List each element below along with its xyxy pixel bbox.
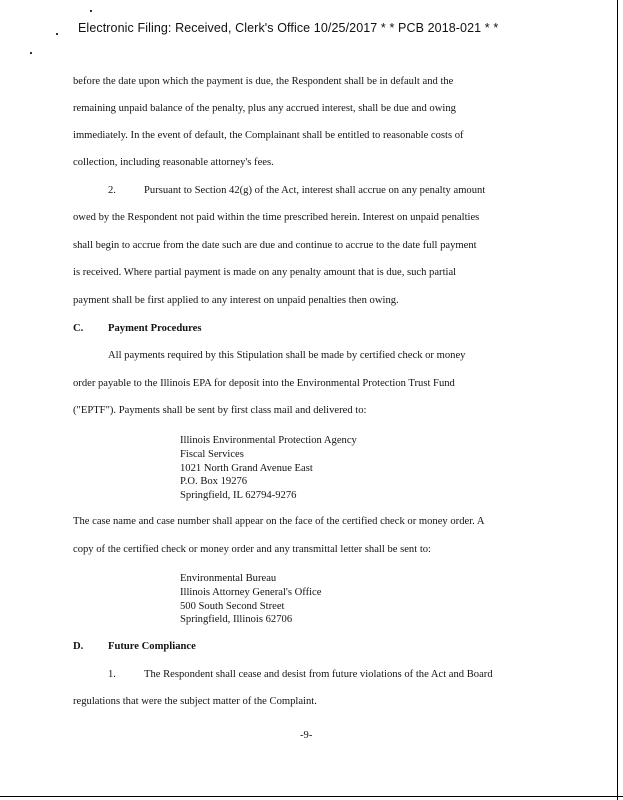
address-line: 500 South Second Street: [180, 600, 285, 612]
address-line: Illinois Attorney General's Office: [180, 586, 322, 598]
body-line: ("EPTF"). Payments shall be sent by first class mail and delivered to:: [73, 405, 367, 416]
body-line: regulations that were the subject matter of the Complaint.: [73, 696, 317, 707]
body-line: immediately. In the event of default, the Complainant shall be entitled to reasonable costs of: [73, 130, 464, 141]
mailing-address-block: [180, 434, 357, 503]
page-number: -9-: [300, 730, 313, 741]
scan-speck: [90, 10, 92, 12]
body-line: owed by the Respondent not paid within the time prescribed herein. Interest on unpaid penalties: [73, 212, 480, 223]
section-heading: Payment Procedures: [108, 323, 202, 334]
body-line: payment shall be first applied to any interest on unpaid penalties then owing.: [73, 295, 399, 306]
section-letter: C.: [73, 323, 84, 334]
body-line: order payable to the Illinois EPA for deposit into the Environmental Protection Trust Fund: [73, 378, 455, 389]
page-edge-bottom: [0, 796, 623, 797]
address-line: Illinois Environmental Protection Agency: [180, 435, 357, 446]
copy-recipient-address-block: [180, 572, 321, 627]
body-line: copy of the certified check or money order and any transmittal letter shall be sent to:: [73, 544, 431, 555]
address-line: Fiscal Services: [180, 448, 244, 460]
address-line: 1021 North Grand Avenue East: [180, 462, 313, 474]
body-line: shall begin to accrue from the date such are due and continue to accrue to the date full payment: [73, 240, 477, 251]
address-line: P.O. Box 19276: [180, 476, 248, 488]
address-line: Springfield, IL 62794-9276: [180, 490, 297, 502]
section-letter: D.: [73, 641, 84, 652]
scan-speck: [56, 33, 58, 35]
address-line: Environmental Bureau: [180, 573, 277, 584]
paragraph-number: 1.: [108, 669, 116, 680]
scan-speck: [30, 52, 32, 54]
body-line: All payments required by this Stipulation shall be made by certified check or money: [108, 350, 466, 361]
body-line: The case name and case number shall appear on the face of the certified check or money order. A: [73, 516, 485, 527]
body-line: remaining unpaid balance of the penalty, plus any accrued interest, shall be due and owing: [73, 103, 456, 114]
body-line: The Respondent shall cease and desist from future violations of the Act and Board: [144, 669, 493, 680]
body-line: is received. Where partial payment is made on any penalty amount that is due, such partial: [73, 267, 457, 278]
body-line: Pursuant to Section 42(g) of the Act, interest shall accrue on any penalty amount: [144, 185, 486, 196]
page-edge-right: [617, 0, 618, 800]
filing-stamp: Electronic Filing: Received, Clerk's Office 10/25/2017 * * PCB 2018-021 * *: [78, 21, 499, 35]
address-line: Springfield, Illinois 62706: [180, 614, 293, 626]
paragraph-number: 2.: [108, 185, 116, 196]
body-line: before the date upon which the payment is due, the Respondent shall be in default and the: [73, 76, 454, 87]
body-line: collection, including reasonable attorney's fees.: [73, 157, 274, 168]
section-heading: Future Compliance: [108, 641, 196, 652]
